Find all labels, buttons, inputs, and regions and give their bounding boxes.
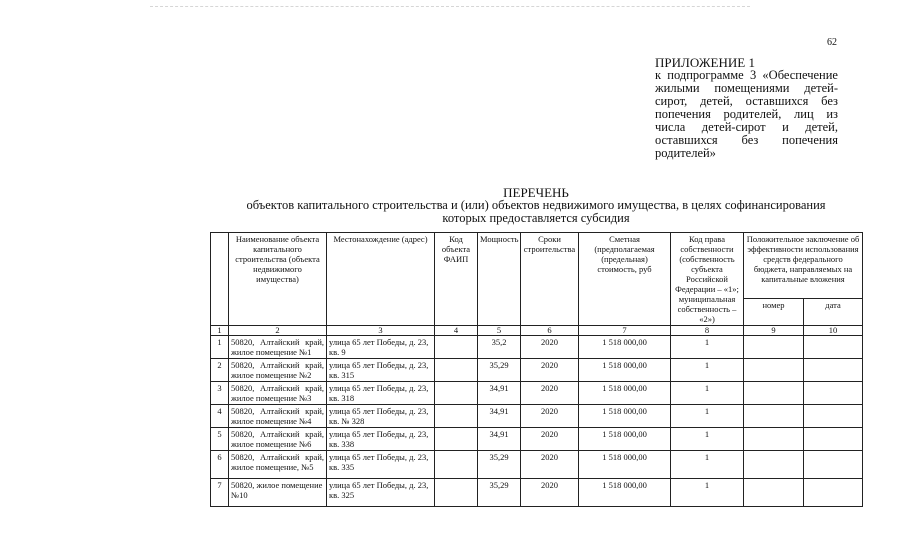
conclusion-date xyxy=(804,382,863,405)
table-row xyxy=(211,405,863,428)
construction-year: 2020 xyxy=(521,428,579,451)
table-header-row xyxy=(211,233,863,299)
row-index: 1 xyxy=(211,336,229,359)
faip-code xyxy=(435,479,478,507)
capacity: 34,91 xyxy=(478,382,521,405)
header-date: дата xyxy=(804,298,863,325)
header-conclusion: Положительное заключение об эффективности использования средств федерального бюджета, направляемых на капитальные вложения xyxy=(744,233,863,299)
faip-code xyxy=(435,336,478,359)
object-address: улица 65 лет Победы, д. 23, кв. 9 xyxy=(327,336,435,359)
capacity: 35,29 xyxy=(478,451,521,479)
object-address: улица 65 лет Победы, д. 23, кв. 338 xyxy=(327,428,435,451)
conclusion-number xyxy=(744,359,804,382)
row-index: 4 xyxy=(211,405,229,428)
ownership-code: 1 xyxy=(671,359,744,382)
capacity: 35,29 xyxy=(478,479,521,507)
conclusion-number xyxy=(744,382,804,405)
header-number: номер xyxy=(744,298,804,325)
ownership-code: 1 xyxy=(671,479,744,507)
conclusion-date xyxy=(804,479,863,507)
conclusion-date xyxy=(804,336,863,359)
row-index: 2 xyxy=(211,359,229,382)
heading-line-1: объектов капитального строительства и (или) объектов недвижимого имущества, в целях софинансирования xyxy=(246,198,826,212)
header-terms: Сроки строительства xyxy=(521,233,579,326)
table-row xyxy=(211,359,863,382)
conclusion-number xyxy=(744,336,804,359)
conclusion-number xyxy=(744,405,804,428)
ownership-code: 1 xyxy=(671,405,744,428)
conclusion-date xyxy=(804,451,863,479)
capacity: 34,91 xyxy=(478,405,521,428)
construction-year: 2020 xyxy=(521,382,579,405)
capacity: 35,29 xyxy=(478,359,521,382)
estimated-cost: 1 518 000,00 xyxy=(579,451,671,479)
object-address: улица 65 лет Победы, д. 23, кв. 315 xyxy=(327,359,435,382)
conclusion-number xyxy=(744,428,804,451)
document-heading xyxy=(210,186,862,225)
object-name: 50820, жилое помещение №10 xyxy=(229,479,327,507)
estimated-cost: 1 518 000,00 xyxy=(579,382,671,405)
faip-code xyxy=(435,451,478,479)
faip-code xyxy=(435,359,478,382)
column-number: 5 xyxy=(478,326,521,336)
faip-code xyxy=(435,405,478,428)
object-name: 50820, Алтайский край, жилое помещение №3 xyxy=(229,382,327,405)
object-name: 50820, Алтайский край, жилое помещение, №5 xyxy=(229,451,327,479)
estimated-cost: 1 518 000,00 xyxy=(579,405,671,428)
header-capacity: Мощность xyxy=(478,233,521,326)
object-address: улица 65 лет Победы, д. 23, кв. 325 xyxy=(327,479,435,507)
estimated-cost: 1 518 000,00 xyxy=(579,428,671,451)
object-address: улица 65 лет Победы, д. 23, кв. 318 xyxy=(327,382,435,405)
header-location: Местонахождение (адрес) xyxy=(327,233,435,326)
faip-code xyxy=(435,382,478,405)
construction-year: 2020 xyxy=(521,451,579,479)
ownership-code: 1 xyxy=(671,451,744,479)
header-name: Наименование объекта капитального строительства (объекта недвижимого имущества) xyxy=(229,233,327,326)
header-ownership-code: Код права собственности (собственность субъекта Российской Федерации – «1»; муниципальная собственность – «2») xyxy=(671,233,744,326)
column-number: 6 xyxy=(521,326,579,336)
column-number: 4 xyxy=(435,326,478,336)
appendix-title: ПРИЛОЖЕНИЕ 1 xyxy=(655,55,755,70)
column-number: 1 xyxy=(211,326,229,336)
objects-table xyxy=(210,232,863,507)
conclusion-number xyxy=(744,451,804,479)
ownership-code: 1 xyxy=(671,428,744,451)
table-row xyxy=(211,382,863,405)
appendix-block xyxy=(655,56,838,160)
column-number: 9 xyxy=(744,326,804,336)
construction-year: 2020 xyxy=(521,405,579,428)
construction-year: 2020 xyxy=(521,336,579,359)
row-index: 6 xyxy=(211,451,229,479)
conclusion-date xyxy=(804,405,863,428)
ownership-code: 1 xyxy=(671,382,744,405)
conclusion-number xyxy=(744,479,804,507)
column-number: 7 xyxy=(579,326,671,336)
object-address: улица 65 лет Победы, д. 23, кв. № 328 xyxy=(327,405,435,428)
column-number: 2 xyxy=(229,326,327,336)
appendix-text: к подпрограмме 3 «Обеспечение жилыми помещениями детей-сирот, детей, оставшихся без попечения родителей, лиц из числа детей-сирот и детей, оставшихся без попечения родителей» xyxy=(655,68,838,160)
ownership-code: 1 xyxy=(671,336,744,359)
header-cost: Сметная (предполагаемая (предельная) стоимость, руб xyxy=(579,233,671,326)
row-index: 5 xyxy=(211,428,229,451)
estimated-cost: 1 518 000,00 xyxy=(579,359,671,382)
row-index: 7 xyxy=(211,479,229,507)
object-name: 50820, Алтайский край, жилое помещение №4 xyxy=(229,405,327,428)
heading-line-2: которых предоставляется субсидия xyxy=(442,211,630,225)
object-name: 50820, Алтайский край, жилое помещение №6 xyxy=(229,428,327,451)
table-row xyxy=(211,428,863,451)
capacity: 34,91 xyxy=(478,428,521,451)
header-index xyxy=(211,233,229,326)
construction-year: 2020 xyxy=(521,359,579,382)
estimated-cost: 1 518 000,00 xyxy=(579,479,671,507)
heading-title: ПЕРЕЧЕНЬ xyxy=(503,185,569,200)
conclusion-date xyxy=(804,359,863,382)
page-number: 62 xyxy=(827,37,837,48)
header-faip-code: Код объекта ФАИП xyxy=(435,233,478,326)
table-row xyxy=(211,451,863,479)
object-name: 50820, Алтайский край, жилое помещение №1 xyxy=(229,336,327,359)
column-number: 3 xyxy=(327,326,435,336)
faip-code xyxy=(435,428,478,451)
column-number: 10 xyxy=(804,326,863,336)
row-index: 3 xyxy=(211,382,229,405)
object-address: улица 65 лет Победы, д. 23, кв. 335 xyxy=(327,451,435,479)
object-name: 50820, Алтайский край, жилое помещение №2 xyxy=(229,359,327,382)
column-number: 8 xyxy=(671,326,744,336)
capacity: 35,2 xyxy=(478,336,521,359)
table-row xyxy=(211,479,863,507)
conclusion-date xyxy=(804,428,863,451)
estimated-cost: 1 518 000,00 xyxy=(579,336,671,359)
scan-top-edge xyxy=(150,6,750,7)
construction-year: 2020 xyxy=(521,479,579,507)
table-row xyxy=(211,336,863,359)
column-numbers-row xyxy=(211,326,863,336)
